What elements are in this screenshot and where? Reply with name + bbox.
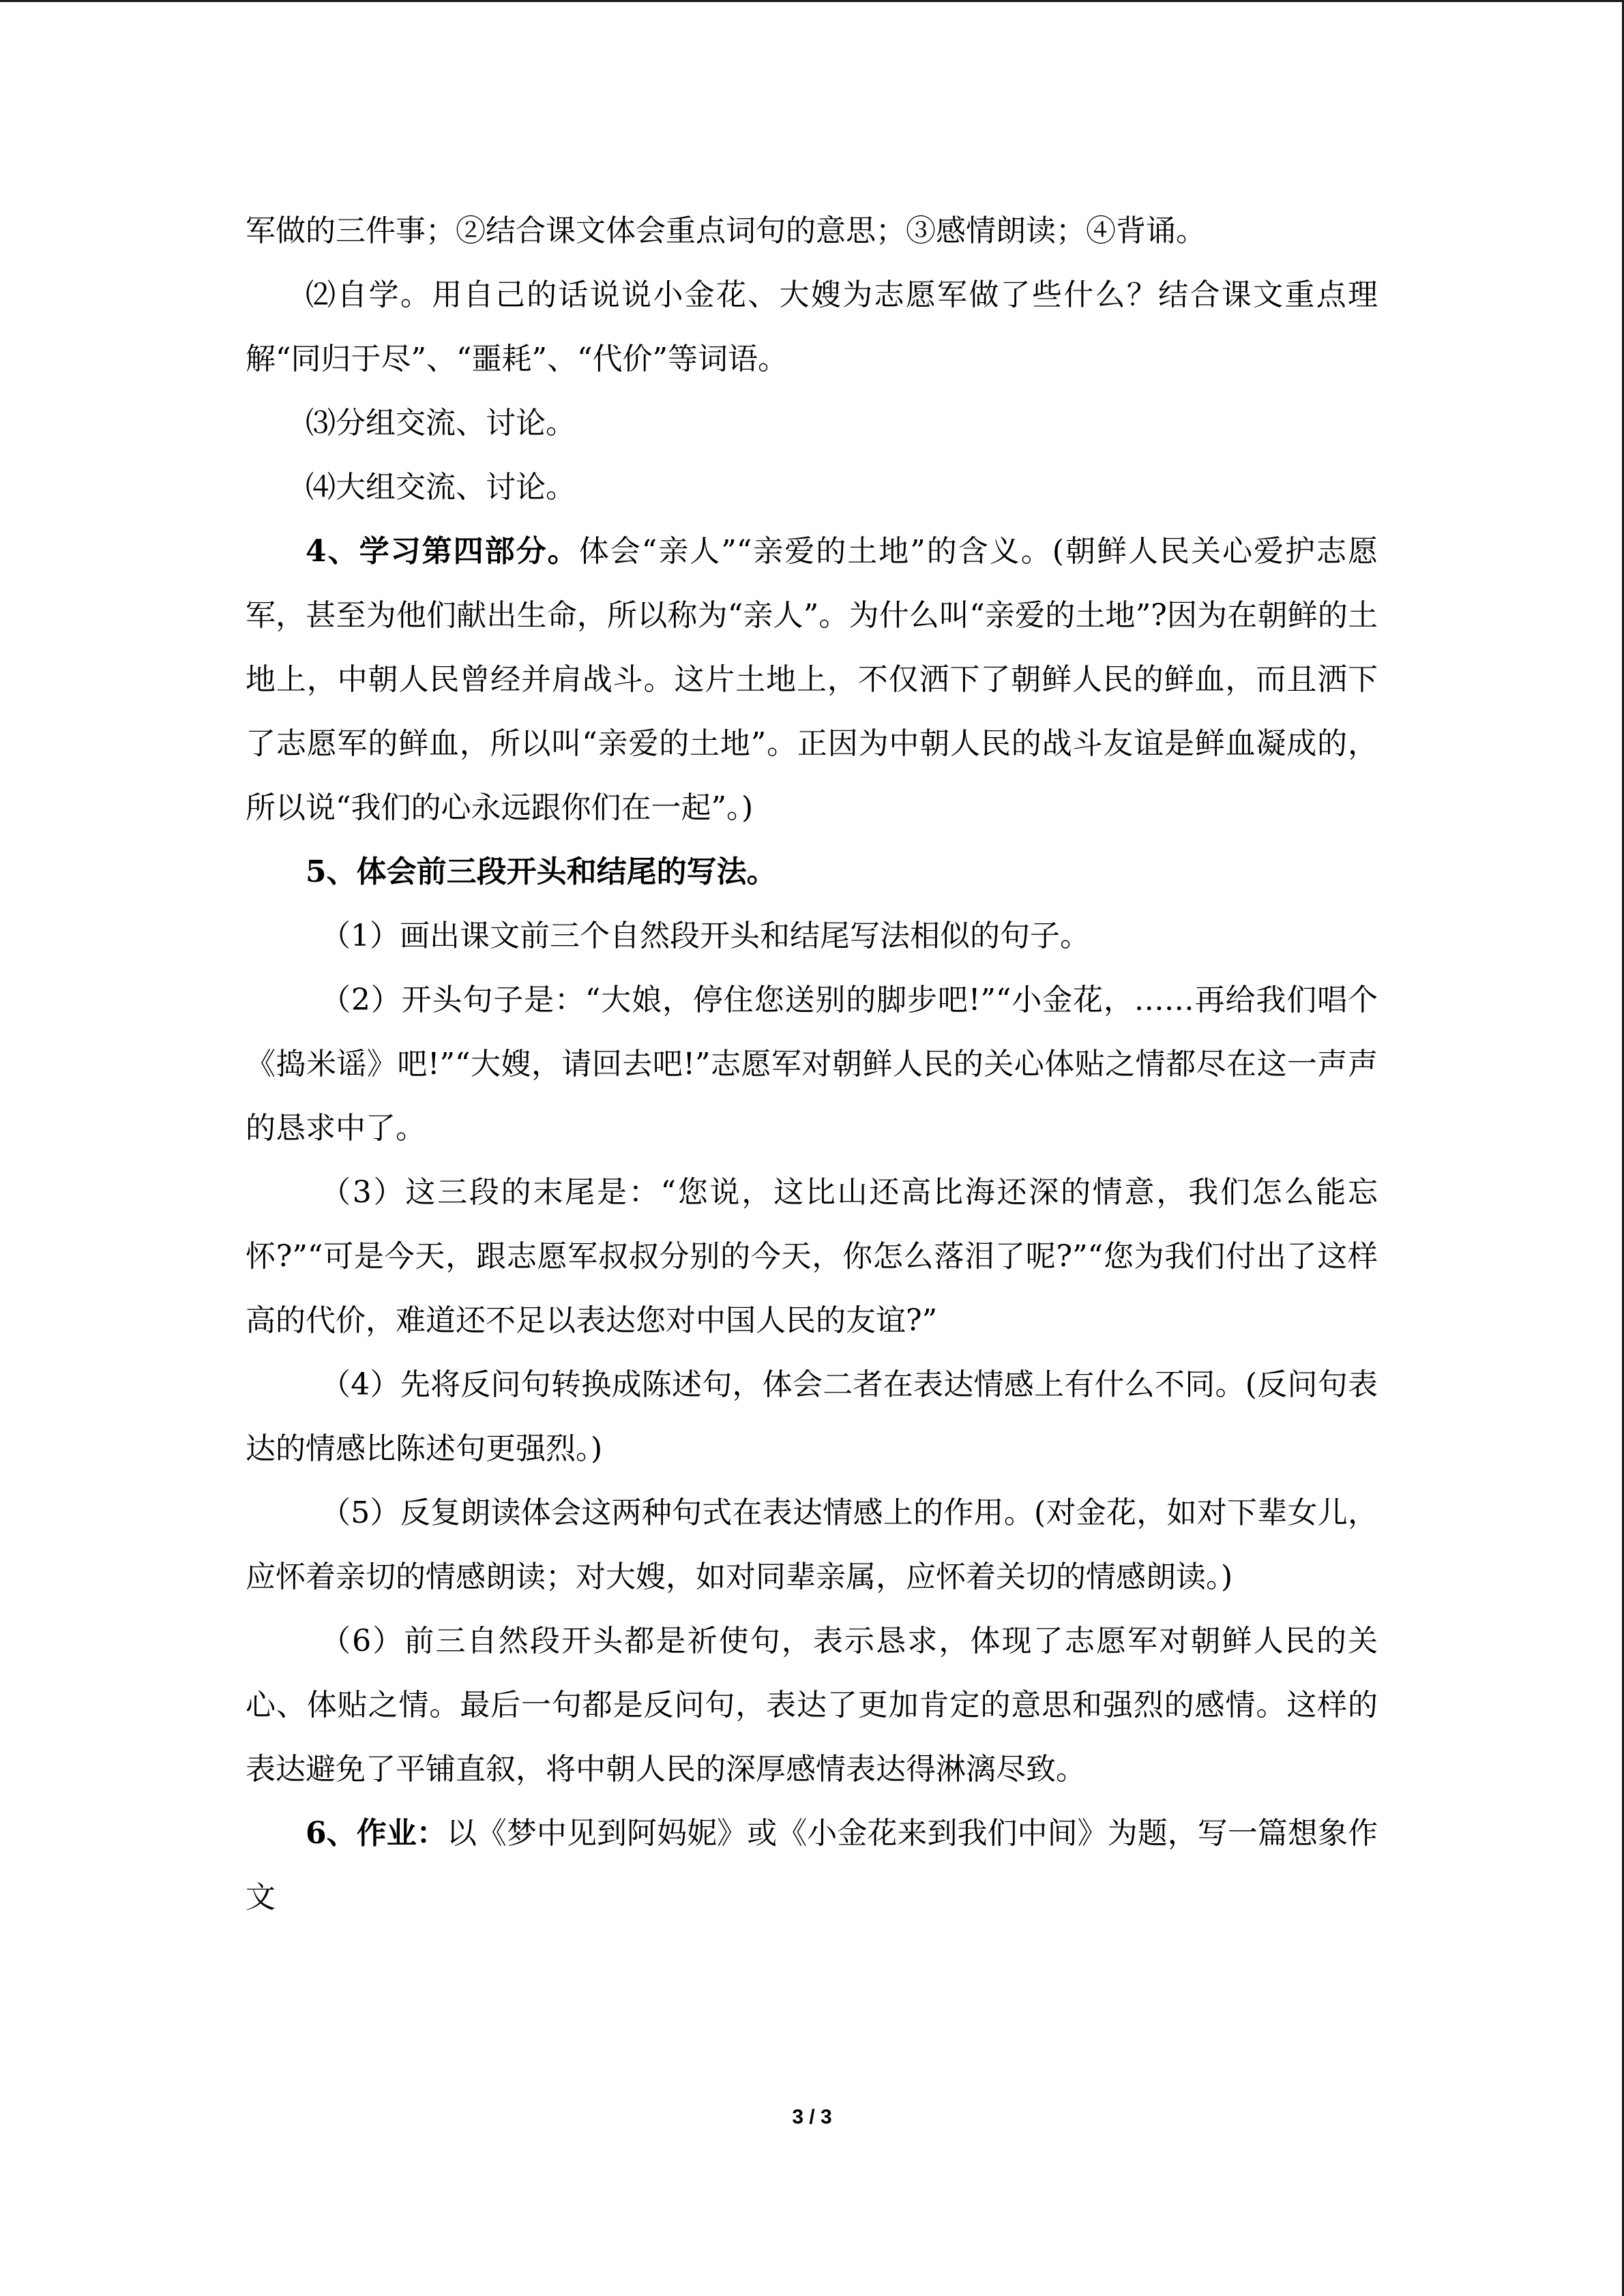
paragraph-text: （4）先将反问句转换成陈述句，体会二者在表达情感上有什么不同。(反问句表达的情感比陈述句更强烈。) xyxy=(246,1367,1378,1466)
paragraph-text: 军做的三件事；②结合课文体会重点词句的意思；③感情朗读；④背诵。 xyxy=(246,213,1206,248)
paragraph-text: 以《梦中见到阿妈妮》或《小金花来到我们中间》为题，写一篇想象作文 xyxy=(246,1816,1378,1915)
section-heading: 6、作业： xyxy=(306,1816,447,1851)
paragraph-section-6 xyxy=(246,1802,1378,1930)
section-heading: 5、体会前三段开头和结尾的写法。 xyxy=(306,854,777,889)
paragraph-section-4 xyxy=(246,520,1378,840)
paragraph-text: （6）前三自然段开头都是祈使句，表示恳求，体现了志愿军对朝鲜人民的关心、体贴之情。最后一句都是反问句，表达了更加肯定的意思和强烈的感情。这样的表达避免了平铺直叙，将中朝人民的深厚感情表达得淋漓尽致。 xyxy=(246,1624,1378,1787)
paragraph-item-5 xyxy=(246,1481,1378,1609)
paragraph-self-study xyxy=(246,263,1378,391)
paragraph-class-discussion xyxy=(246,456,1378,520)
paragraph-text: （5）反复朗读体会这两种句式在表达情感上的作用。(对金花，如对下辈女儿，应怀着亲切的情感朗读；对大嫂，如对同辈亲属，应怀着关切的情感朗读。) xyxy=(246,1495,1378,1594)
paragraph-group-discussion xyxy=(246,391,1378,456)
paragraph-continuation xyxy=(246,199,1378,263)
document-body xyxy=(246,199,1378,1930)
section-heading: 4、学习第四部分。 xyxy=(306,534,579,569)
page-border-top xyxy=(0,0,1624,2)
paragraph-section-5 xyxy=(246,840,1378,904)
paragraph-text: （1）画出课文前三个自然段开头和结尾写法相似的句子。 xyxy=(321,919,1090,953)
page-number: 3 / 3 xyxy=(792,2106,832,2128)
paragraph-item-2 xyxy=(246,968,1378,1161)
paragraph-text: ⑶分组交流、讨论。 xyxy=(306,406,576,441)
paragraph-item-6 xyxy=(246,1609,1378,1802)
paragraph-text: ⑷大组交流、讨论。 xyxy=(306,470,576,505)
paragraph-item-1 xyxy=(246,904,1378,968)
paragraph-item-4 xyxy=(246,1353,1378,1481)
paragraph-text: 体会“亲人”“亲爱的土地”的含义。(朝鲜人民关心爱护志愿军，甚至为他们献出生命，所以称为“亲人”。为什么叫“亲爱的土地”?因为在朝鲜的土地上，中朝人民曾经并肩战斗。这片土地上，不仅洒下了朝鲜人民的鲜血，而且洒下了志愿军的鲜血，所以叫“亲爱的土地”。正因为中朝人民的战斗友谊是鲜血凝成的，所以说“我们的心永远跟你们在一起”。) xyxy=(246,534,1378,825)
paragraph-item-3 xyxy=(246,1161,1378,1353)
paragraph-text: （2）开头句子是：“大娘，停住您送别的脚步吧!”“小金花，……再给我们唱个《捣米谣》吧!”“大嫂，请回去吧!”志愿军对朝鲜人民的关心体贴之情都尽在这一声声的恳求中了。 xyxy=(246,983,1378,1146)
paragraph-text: ⑵自学。用自己的话说说小金花、大嫂为志愿军做了些什么？结合课文重点理解“同归于尽”、“噩耗”、“代价”等词语。 xyxy=(246,278,1378,376)
paragraph-text: （3）这三段的末尾是：“您说，这比山还高比海还深的情意，我们怎么能忘怀?”“可是今天，跟志愿军叔叔分别的今天，你怎么落泪了呢?”“您为我们付出了这样高的代价，难道还不足以表达您对中国人民的友谊?” xyxy=(246,1175,1378,1338)
